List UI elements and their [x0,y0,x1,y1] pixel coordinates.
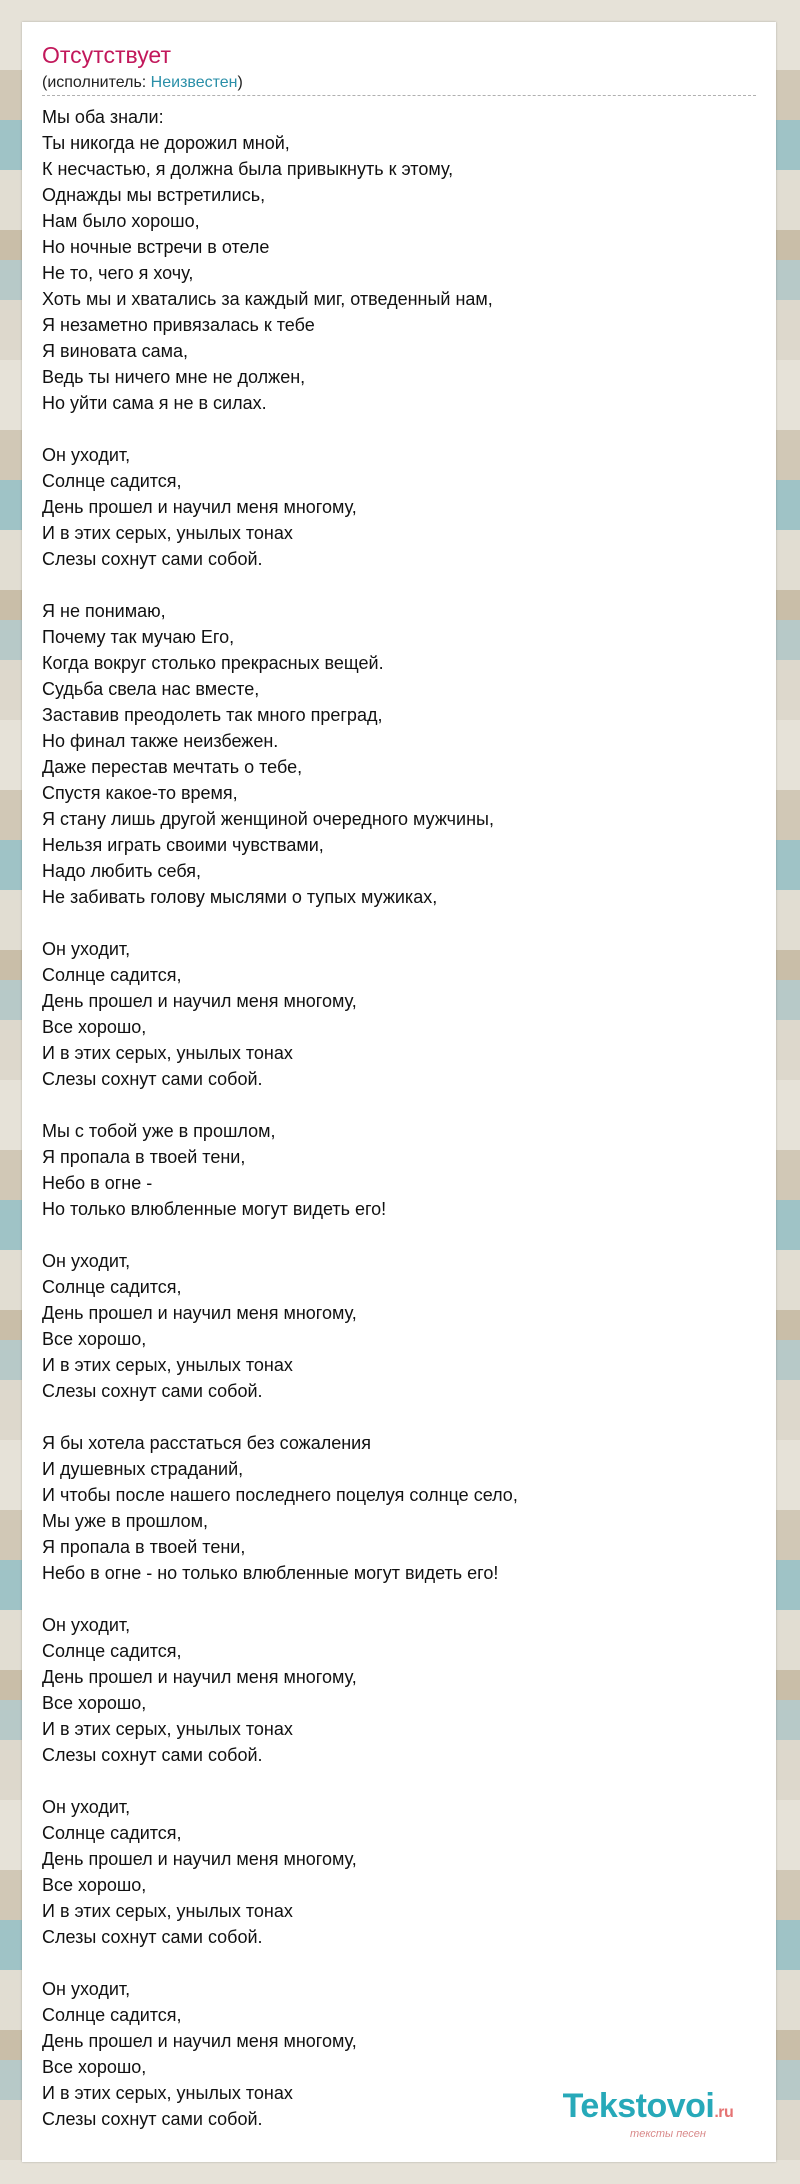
lyrics-line: К несчастью, я должна была привыкнуть к этому, [42,159,454,179]
lyrics-line: И в этих серых, унылых тонах [42,1355,293,1375]
lyrics-line: День прошел и научил меня многому, [42,1303,357,1323]
lyrics-line: Солнце садится, [42,1277,182,1297]
lyrics-line: Хоть мы и хватались за каждый миг, отведенный нам, [42,289,493,309]
lyrics-line: Судьба свела нас вместе, [42,679,260,699]
lyrics-line: Я стану лишь другой женщиной очередного мужчины, [42,809,494,829]
lyrics-line: Мы уже в прошлом, [42,1511,209,1531]
lyrics-stanza [42,1248,756,1404]
lyrics-line: Почему так мучаю Его, [42,627,235,647]
lyrics-line: Он уходит, [42,1797,131,1817]
lyrics-line: Мы оба знали: [42,107,164,127]
lyrics-line: Все хорошо, [42,1017,147,1037]
lyrics-line: Он уходит, [42,1615,131,1635]
lyrics-line: Слезы сохнут сами собой. [42,1381,263,1401]
logo-name: Tekstovoi [562,2087,715,2125]
lyrics-line: Мы с тобой уже в прошлом, [42,1121,276,1141]
lyrics-line: Ты никогда не дорожил мной, [42,133,290,153]
lyrics-line: Слезы сохнут сами собой. [42,1069,263,1089]
lyrics-line: Солнце садится, [42,471,182,491]
logo-tld: .ru [714,2104,734,2121]
lyrics-line: Но ночные встречи в отеле [42,237,270,257]
artist-line [42,74,243,92]
lyrics-line: Все хорошо, [42,2057,147,2077]
lyrics-stanza [42,1612,756,1768]
lyrics-line: Слезы сохнут сами собой. [42,2109,263,2129]
lyrics-line: День прошел и научил меня многому, [42,991,357,1011]
lyrics-line: Когда вокруг столько прекрасных вещей. [42,653,384,673]
song-title: Отсутствует [42,42,171,68]
lyrics-line: Я пропала в твоей тени, [42,1147,246,1167]
lyrics-line: Заставив преодолеть так много преград, [42,705,383,725]
lyrics-line: Но финал также неизбежен. [42,731,279,751]
lyrics-line: Все хорошо, [42,1693,147,1713]
lyrics-line: Небо в огне - но только влюбленные могут видеть его! [42,1563,499,1583]
lyrics-line: Ведь ты ничего мне не должен, [42,367,306,387]
lyrics-line: День прошел и научил меня многому, [42,2031,357,2051]
title-divider [42,95,756,96]
lyrics-text [42,104,756,2158]
lyrics-line: День прошел и научил меня многому, [42,1849,357,1869]
lyrics-line: Спустя какое-то время, [42,783,238,803]
lyrics-line: И в этих серых, унылых тонах [42,1043,293,1063]
lyrics-line: Надо любить себя, [42,861,201,881]
artist-suffix: ) [237,74,243,91]
lyrics-line: Слезы сохнут сами собой. [42,1927,263,1947]
lyrics-line: Все хорошо, [42,1875,147,1895]
lyrics-line: Я пропала в твоей тени, [42,1537,246,1557]
lyrics-stanza [42,1430,756,1586]
site-logo[interactable] [548,2089,748,2140]
artist-prefix: (исполнитель: [42,74,151,91]
lyrics-line: Не то, чего я хочу, [42,263,194,283]
lyrics-line: Однажды мы встретились, [42,185,266,205]
lyrics-stanza [42,1118,756,1222]
lyrics-stanza [42,442,756,572]
lyrics-line: Солнце садится, [42,2005,182,2025]
lyrics-line: И душевных страданий, [42,1459,244,1479]
lyrics-line: И чтобы после нашего последнего поцелуя солнце село, [42,1485,518,1505]
lyrics-line: День прошел и научил меня многому, [42,497,357,517]
lyrics-stanza [42,1794,756,1950]
lyrics-line: Я незаметно привязалась к тебе [42,315,315,335]
lyrics-stanza [42,598,756,910]
lyrics-line: Нам было хорошо, [42,211,200,231]
lyrics-line: Я виновата сама, [42,341,188,361]
lyrics-stanza [42,936,756,1092]
artist-link[interactable]: Неизвестен [150,74,238,91]
lyrics-line: Небо в огне - [42,1173,153,1193]
lyrics-line: Даже перестав мечтать о тебе, [42,757,303,777]
lyrics-line: Он уходит, [42,939,131,959]
lyrics-line: Солнце садится, [42,1823,182,1843]
lyrics-line: И в этих серых, унылых тонах [42,523,293,543]
lyrics-line: Не забивать голову мыслями о тупых мужиках, [42,887,438,907]
lyrics-line: И в этих серых, унылых тонах [42,2083,293,2103]
lyrics-card [22,22,776,2162]
lyrics-line: Я бы хотела расстаться без сожаления [42,1433,371,1453]
lyrics-line: Солнце садится, [42,1641,182,1661]
lyrics-line: Слезы сохнут сами собой. [42,1745,263,1765]
lyrics-line: Слезы сохнут сами собой. [42,549,263,569]
lyrics-line: И в этих серых, унылых тонах [42,1901,293,1921]
lyrics-line: Я не понимаю, [42,601,166,621]
logo-tagline: тексты песен [630,2128,706,2140]
lyrics-line: Но только влюбленные могут видеть его! [42,1199,387,1219]
logo-wordmark [548,2089,748,2130]
lyrics-line: И в этих серых, унылых тонах [42,1719,293,1739]
lyrics-line: Но уйти сама я не в силах. [42,393,267,413]
lyrics-line: Все хорошо, [42,1329,147,1349]
lyrics-line: Нельзя играть своими чувствами, [42,835,324,855]
lyrics-line: Он уходит, [42,445,131,465]
lyrics-line: Солнце садится, [42,965,182,985]
lyrics-line: Он уходит, [42,1251,131,1271]
lyrics-line: День прошел и научил меня многому, [42,1667,357,1687]
lyrics-stanza [42,104,756,416]
lyrics-line: Он уходит, [42,1979,131,1999]
